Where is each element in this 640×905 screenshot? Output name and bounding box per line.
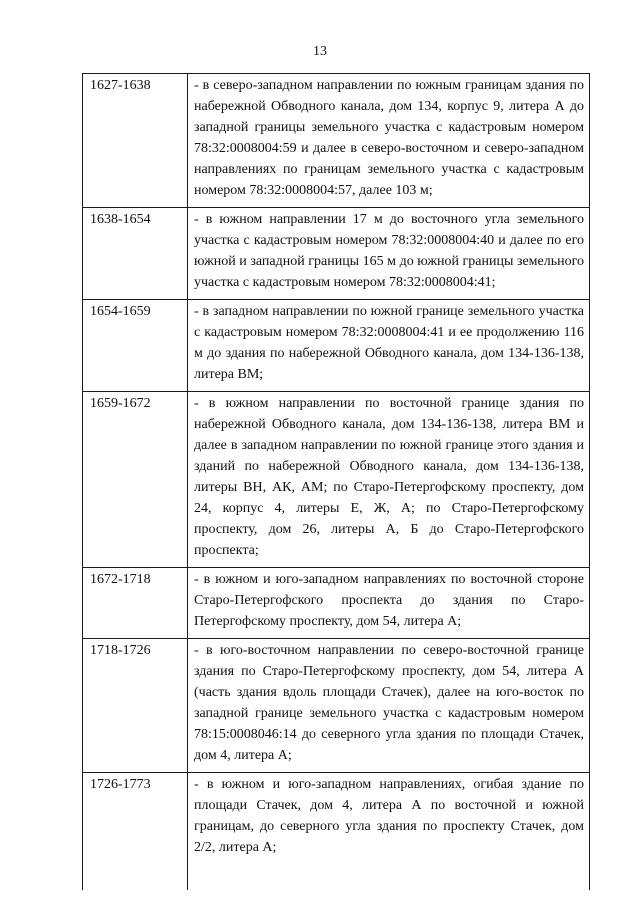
boundary-description: - в южном и юго-западном направлениях, огибая здание по площади Стачек, дом 4, литера А по восточной и южной границам, до северного угла здания по проспекту Стачек, дом 2/2, литера А; xyxy=(188,773,590,891)
table-row xyxy=(83,208,590,300)
point-range: 1638-1654 xyxy=(83,208,188,300)
boundary-description: - в северо-западном направлении по южным границам здания по набережной Обводного канала, дом 134, корпус 9, литера А до западной границы земельного участка с кадастровым номером 78:32:0008004:59 и далее в северо-восточном и северо-западном направлениях по границам земельного участка с кадастровым номером 78:32:0008004:57, далее 103 м; xyxy=(188,74,590,208)
boundary-description: - в южном направлении 17 м до восточного угла земельного участка с кадастровым номером 78:32:0008004:40 и далее по его южной и западной границы 165 м до южной границы земельного участка с кадастровым номером 78:32:0008004:41; xyxy=(188,208,590,300)
point-range: 1654-1659 xyxy=(83,300,188,392)
table-row xyxy=(83,300,590,392)
boundary-description: - в юго-восточном направлении по северо-восточной границе здания по Старо-Петергофскому проспекту, дом 54, литера А (часть здания вдоль площади Стачек), далее на юго-восток по западной границе земельного участка с кадастровым номером 78:15:0008046:14 до северного угла здания по площади Стачек, дом 4, литера А; xyxy=(188,639,590,773)
table-row xyxy=(83,392,590,568)
point-range: 1726-1773 xyxy=(83,773,188,891)
point-range: 1718-1726 xyxy=(83,639,188,773)
boundary-description-table xyxy=(82,73,590,890)
table-row xyxy=(83,773,590,891)
boundary-description: - в южном и юго-западном направлениях по восточной стороне Старо-Петергофского проспекта до здания по Старо-Петергофскому проспекту, дом 54, литера А; xyxy=(188,568,590,639)
point-range: 1672-1718 xyxy=(83,568,188,639)
page-number: 13 xyxy=(313,44,327,59)
table-row xyxy=(83,639,590,773)
boundary-description: - в южном направлении по восточной границе здания по набережной Обводного канала, дом 134-136-138, литера ВМ и далее в западном направлении по южной границе этого здания и зданий по набережной Обводного канала, дом 134-136-138, литеры ВН, АК, АМ; по Старо-Петергофскому проспекту, дом 24, корпус 4, литеры Е, Ж, А; по Старо-Петергофскому проспекту, дом 26, литеры А, Б до Старо-Петергофского проспекта; xyxy=(188,392,590,568)
table-row xyxy=(83,568,590,639)
point-range: 1659-1672 xyxy=(83,392,188,568)
boundary-description: - в западном направлении по южной границе земельного участка с кадастровым номером 78:32:0008004:41 и ее продолжению 116 м до здания по набережной Обводного канала, дом 134-136-138, литера ВМ; xyxy=(188,300,590,392)
point-range: 1627-1638 xyxy=(83,74,188,208)
table-row xyxy=(83,74,590,208)
